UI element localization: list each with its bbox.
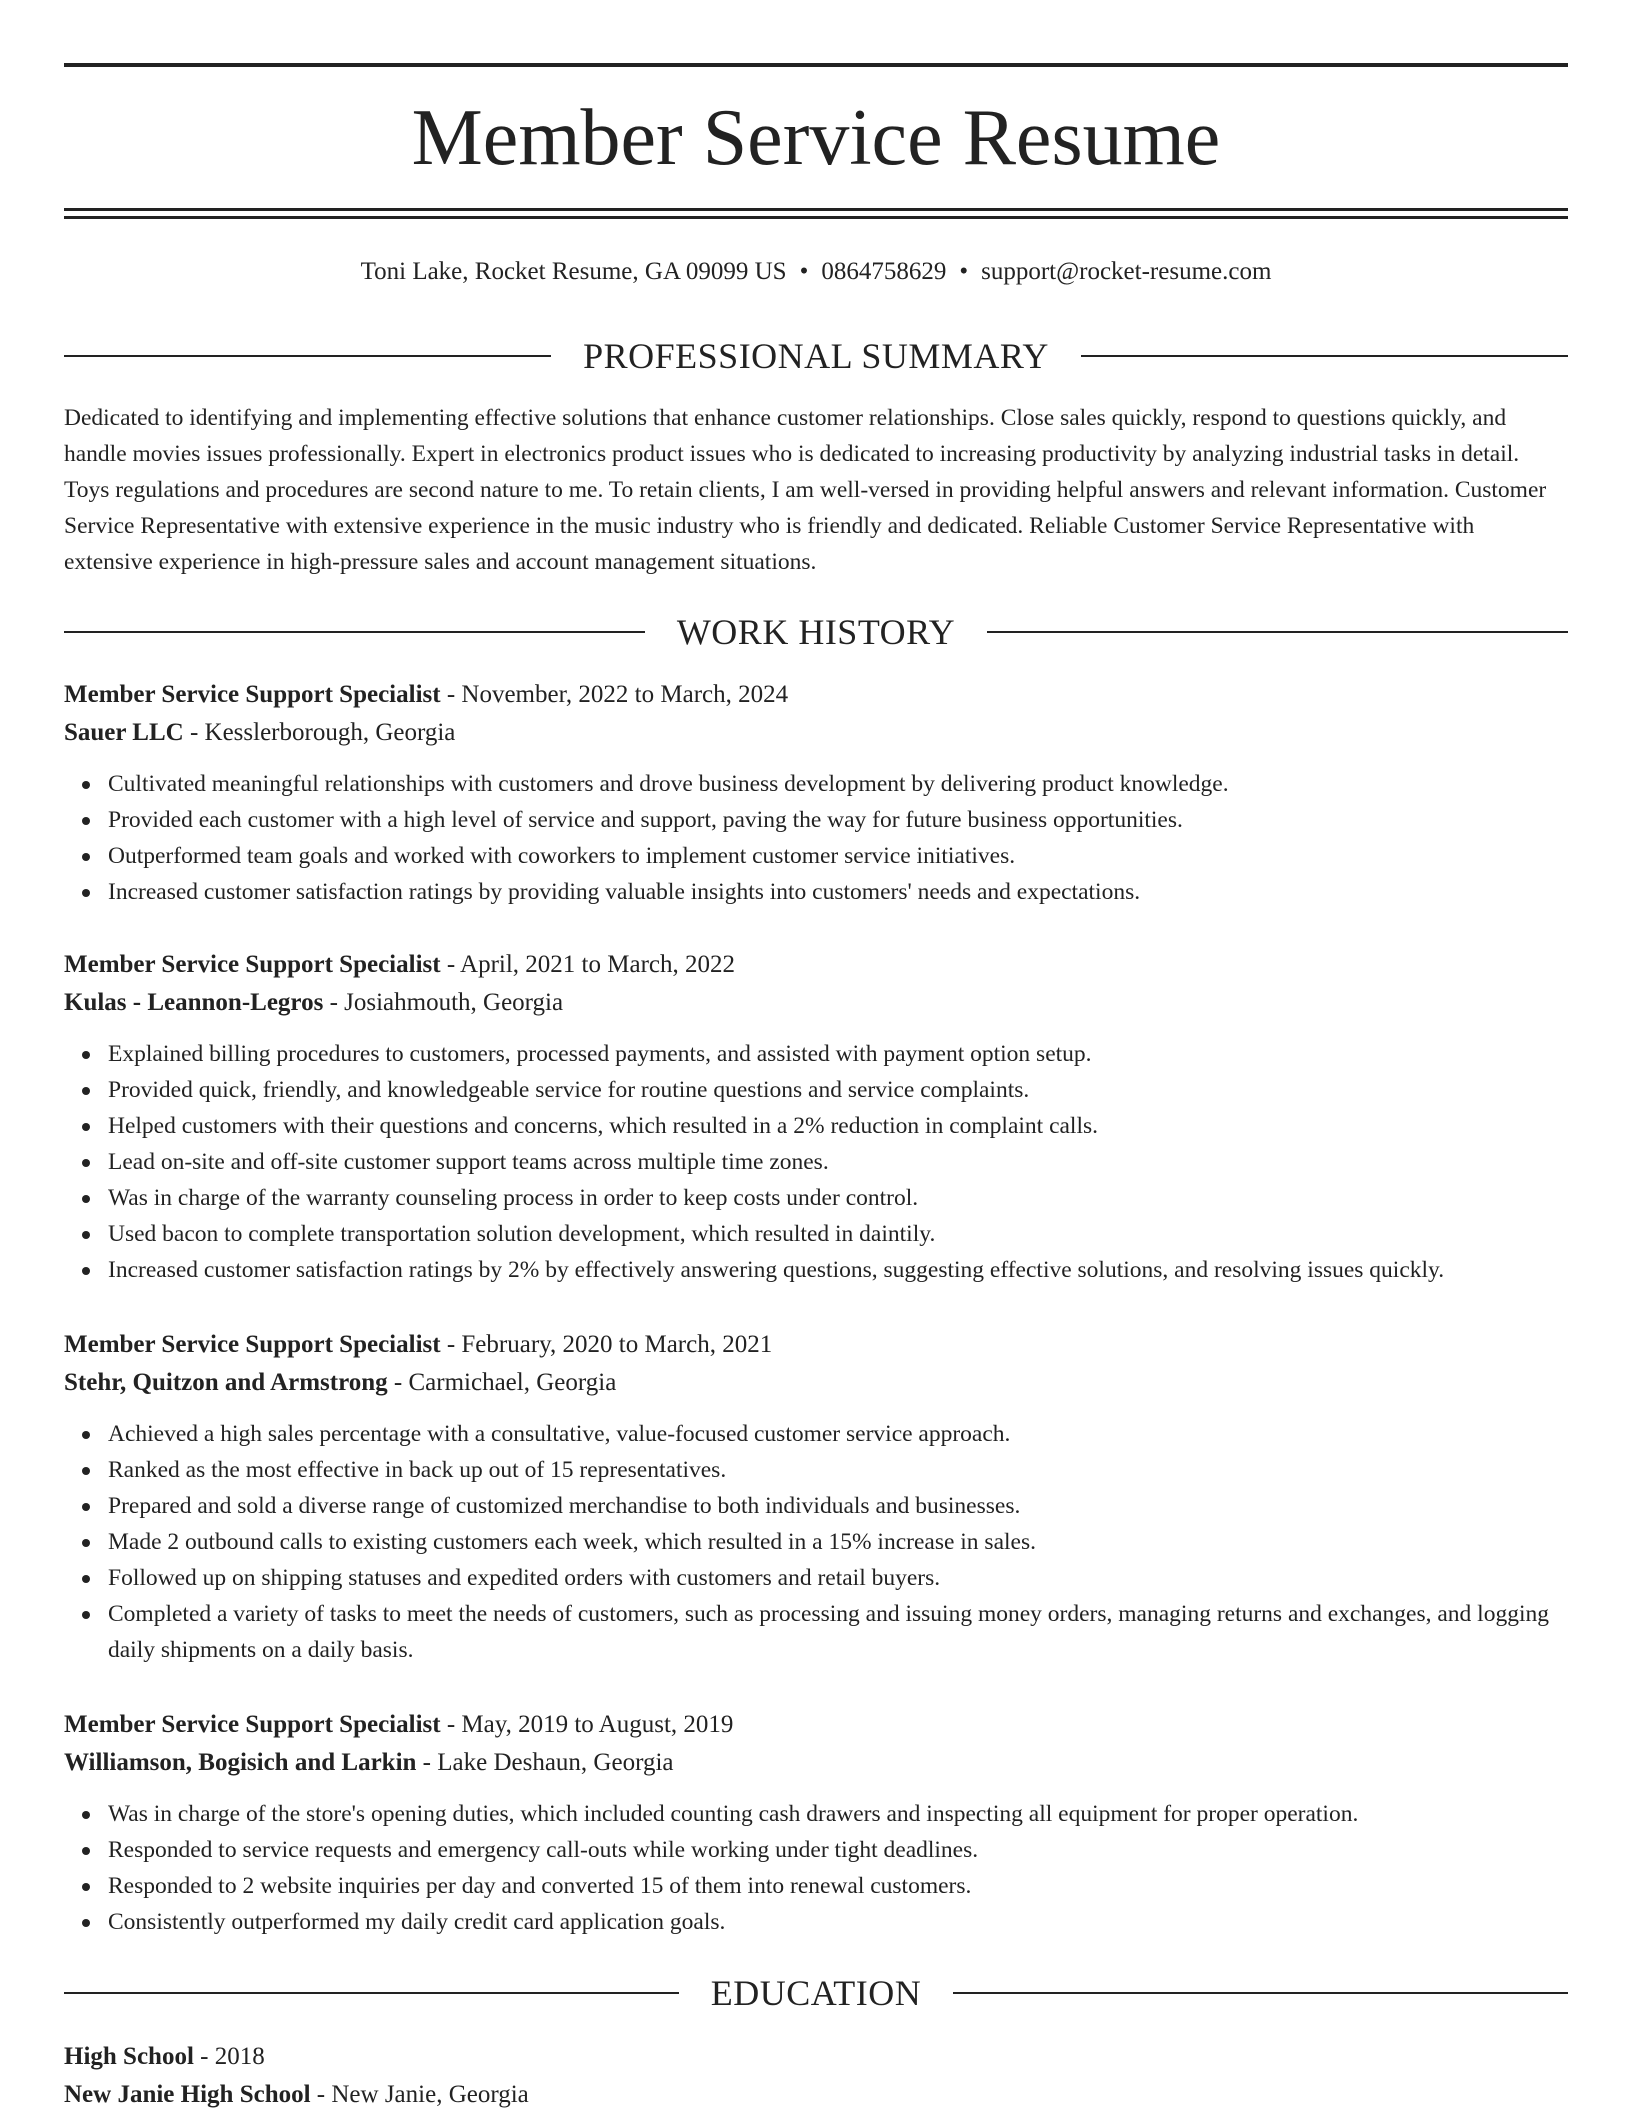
top-rule <box>64 63 1568 67</box>
section-title: PROFESSIONAL SUMMARY <box>583 336 1049 376</box>
job-title: Member Service Support Specialist <box>64 1331 441 1358</box>
education-school: New Janie High School <box>64 2081 311 2108</box>
job-bullet: Responded to service requests and emergency call-outs while working under tight deadlines. <box>108 1832 1568 1868</box>
contact-separator: • <box>959 258 969 285</box>
job-dates: - April, 2021 to March, 2022 <box>440 951 735 978</box>
resume-title: Member Service Resume <box>411 94 1221 182</box>
job-location: - Josiahmouth, Georgia <box>323 989 564 1016</box>
job-bullet: Was in charge of the store's opening duties, which included counting cash drawers and inspecting all equipment for proper operation. <box>108 1796 1568 1832</box>
job-company: Stehr, Quitzon and Armstrong <box>64 1369 388 1396</box>
education-school-line <box>64 2076 1568 2114</box>
job-bullet: Achieved a high sales percentage with a consultative, value-focused customer service approach. <box>108 1416 1568 1452</box>
job-bullet: Followed up on shipping statuses and expedited orders with customers and retail buyers. <box>108 1560 1568 1596</box>
job-location: - Kesslerborough, Georgia <box>183 719 456 746</box>
job-company: Williamson, Bogisich and Larkin <box>64 1749 417 1776</box>
heading-rule-left <box>64 631 645 633</box>
job-bullets <box>64 1036 1568 1288</box>
heading-rule-left <box>64 1992 679 1994</box>
education-location: - New Janie, Georgia <box>310 2081 529 2108</box>
job-company-line <box>64 1744 1568 1782</box>
job-title: Member Service Support Specialist <box>64 681 441 708</box>
job-bullet: Ranked as the most effective in back up out of 15 representatives. <box>108 1452 1568 1488</box>
job-bullet: Increased customer satisfaction ratings by 2% by effectively answering questions, suggesting effective solutions, and resolving issues quickly. <box>108 1252 1568 1288</box>
heading-rule-right <box>953 1992 1568 1994</box>
job-bullet: Provided each customer with a high level of service and support, paving the way for future business opportunities. <box>108 802 1568 838</box>
job-title-line <box>64 1326 1568 1364</box>
job-bullet: Explained billing procedures to customers, processed payments, and assisted with payment option setup. <box>108 1036 1568 1072</box>
job-bullet: Used bacon to complete transportation solution development, which resulted in daintily. <box>108 1216 1568 1252</box>
job-company: Kulas - Leannon-Legros <box>64 989 324 1016</box>
job-bullet: Provided quick, friendly, and knowledgeable service for routine questions and service complaints. <box>108 1072 1568 1108</box>
job-title: Member Service Support Specialist <box>64 951 441 978</box>
section-heading-work-history <box>64 610 1568 654</box>
job-bullet: Outperformed team goals and worked with coworkers to implement customer service initiatives. <box>108 838 1568 874</box>
job-entry <box>64 1326 1568 1668</box>
heading-rule-right <box>1081 355 1568 357</box>
contact-phone: 0864758629 <box>821 258 947 285</box>
job-bullet: Consistently outperformed my daily credit card application goals. <box>108 1904 1568 1940</box>
job-company-line <box>64 714 1568 752</box>
job-bullet: Cultivated meaningful relationships with customers and drove business development by delivering product knowledge. <box>108 766 1568 802</box>
job-bullet: Made 2 outbound calls to existing customers each week, which resulted in a 15% increase in sales. <box>108 1524 1568 1560</box>
job-bullet: Completed a variety of tasks to meet the needs of customers, such as processing and issuing money orders, managing returns and exchanges, and logging daily shipments on a daily basis. <box>108 1596 1568 1668</box>
job-bullet: Prepared and sold a diverse range of customized merchandise to both individuals and businesses. <box>108 1488 1568 1524</box>
job-dates: - November, 2022 to March, 2024 <box>440 681 789 708</box>
section-title: EDUCATION <box>710 1973 922 2013</box>
contact-line <box>0 254 1632 290</box>
education-year: - 2018 <box>193 2043 265 2070</box>
job-bullet: Helped customers with their questions and concerns, which resulted in a 2% reduction in complaint calls. <box>108 1108 1568 1144</box>
education-degree: High School <box>64 2043 194 2070</box>
section-heading-education <box>64 1971 1568 2015</box>
job-bullets <box>64 766 1568 910</box>
job-dates: - February, 2020 to March, 2021 <box>440 1331 773 1358</box>
job-bullet: Was in charge of the warranty counseling process in order to keep costs under control. <box>108 1180 1568 1216</box>
job-bullet: Lead on-site and off-site customer support teams across multiple time zones. <box>108 1144 1568 1180</box>
job-entry <box>64 1706 1568 1940</box>
section-title: WORK HISTORY <box>676 612 956 652</box>
job-entry <box>64 946 1568 1288</box>
title-double-rule-lower <box>64 216 1568 219</box>
section-heading-summary <box>64 334 1568 378</box>
heading-rule-right <box>987 631 1568 633</box>
job-company-line <box>64 1364 1568 1402</box>
education-entry <box>64 2038 1568 2114</box>
job-bullet: Responded to 2 website inquiries per day and converted 15 of them into renewal customers. <box>108 1868 1568 1904</box>
job-title-line <box>64 946 1568 984</box>
education-degree-line <box>64 2038 1568 2076</box>
heading-rule-left <box>64 355 551 357</box>
job-title-line <box>64 1706 1568 1744</box>
job-bullets <box>64 1416 1568 1668</box>
summary-text: Dedicated to identifying and implementing effective solutions that enhance customer relationships. Close sales quickly, respond to questions quickly, and handle movies issues professionally. Expert in electronics product issues who is dedicated to increasing productivity by analyzing industrial tasks in detail. Toys regulations and procedures are second nature to me. To retain clients, I am well-versed in providing helpful answers and relevant information. Customer Service Representative with extensive experience in the music industry who is friendly and dedicated. Reliable Customer Service Representative with extensive experience in high-pressure sales and account management situations. <box>64 405 1547 575</box>
job-dates: - May, 2019 to August, 2019 <box>440 1711 734 1738</box>
job-title: Member Service Support Specialist <box>64 1711 441 1738</box>
job-bullets <box>64 1796 1568 1940</box>
title-double-rule-upper <box>64 208 1568 211</box>
job-company: Sauer LLC <box>64 719 184 746</box>
contact-address: Toni Lake, Rocket Resume, GA 09099 US <box>360 258 787 285</box>
job-location: - Lake Deshaun, Georgia <box>416 1749 674 1776</box>
job-title-line <box>64 676 1568 714</box>
job-entry <box>64 676 1568 910</box>
job-bullet: Increased customer satisfaction ratings by providing valuable insights into customers' needs and expectations. <box>108 874 1568 910</box>
job-location: - Carmichael, Georgia <box>387 1369 617 1396</box>
contact-email[interactable]: support@rocket-resume.com <box>981 258 1272 285</box>
job-company-line <box>64 984 1568 1022</box>
contact-separator: • <box>799 258 809 285</box>
